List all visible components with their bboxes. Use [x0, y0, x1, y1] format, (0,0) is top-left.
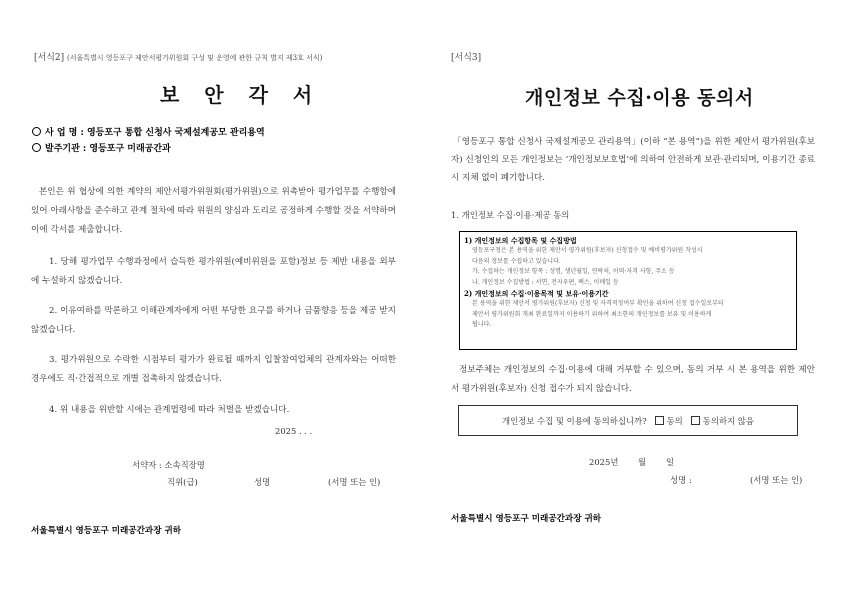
pledge-item-2: 2. 이유여하를 막론하고 이해관계자에게 어떤 부당한 요구를 하거나 금품향응 등을 제공 받지 않겠습니다. [31, 306, 396, 335]
addressee: 서울특별시 영등포구 미래공간과장 귀하 [451, 514, 602, 524]
pledge-date: 2025 . . . [275, 426, 313, 436]
signer-label: 서약자 : 소속직장명 [132, 460, 205, 470]
refusal-note: 정보주체는 개인정보의 수집·이용에 대해 거부할 수 있으며, 동의 거부 시 본 용역을 위한 제안서 평가위원(후보자) 신청 접수가 되지 않습니다. [451, 365, 815, 394]
name-label: 성명 : [670, 475, 692, 485]
name-label: 성명 [254, 477, 271, 487]
date-month: 월 [638, 457, 647, 467]
form-tag [34, 50, 322, 63]
circle-bullet-icon [32, 127, 41, 136]
agency-name: 발주기관 : 영등포구 미래공간과 [45, 144, 171, 154]
form-number: [서식3] [451, 53, 482, 63]
form-number: [서식2] [34, 53, 65, 63]
agency-line [32, 141, 171, 154]
sign-note: (서명 또는 인) [328, 477, 381, 487]
project-line [32, 125, 265, 138]
disagree-checkbox[interactable] [691, 416, 700, 425]
pledge-item-1: 1. 당해 평가업무 수행과정에서 습득한 평가위원(예비위원을 포함)정보 등 제반 내용을 외부에 누설하지 않겠습니다. [31, 257, 396, 286]
consent-question: 개인정보 수집 및 이용에 동의하십니까? [502, 415, 647, 426]
privacy-details-box [459, 231, 797, 350]
collection-items-text: 영등포구청은 본 용역을 위한 제안서 평가위원(후보자) 신청접수 및 예비평가위원 작성시 [472, 247, 703, 254]
section-heading: 1. 개인정보 수집·이용·제공 동의 [451, 210, 570, 220]
date-year: 2025년 [589, 457, 619, 467]
collection-items-heading: 1) 개인정보의 수집항목 및 수집방법 [464, 236, 577, 245]
page-title: 보 안 각 서 [160, 83, 322, 107]
sign-note: (서명 또는 인) [750, 475, 803, 485]
disagree-label: 동의하지 않음 [702, 415, 754, 426]
agree-label: 동의 [666, 415, 683, 426]
pledge-item-3: 3. 평가위원으로 수락한 시점부터 평가가 완료될 때까지 입찰참여업체의 관계자와는 어떠한 경우에도 직·간접적으로 개별 접촉하지 않겠습니다. [31, 355, 396, 384]
pledge-item-4: 4. 위 내용을 위반할 시에는 관계법령에 따라 처벌을 받겠습니다. [49, 405, 290, 415]
date-day: 일 [666, 457, 675, 467]
collection-items-text: 가. 수집하는 개인정보 항목 : 성명, 생년월일, 연락처, 이력·자격 사항, 주소 등 [472, 268, 675, 275]
collection-items-text: 다음의 정보를 수집하고 있습니다. [472, 257, 561, 265]
purpose-heading: 2) 개인정보의 수집·이용목적 및 보유·이용기간 [464, 289, 609, 298]
purpose-text: 제안서 평가위원회 개최 완료일까지 이용하기 위하여 최소한의 개인정보를 보유 및 이용하게 [472, 310, 712, 318]
intro-paragraph: 본인은 위 협상에 의한 계약의 제안서평가위원회(평가위원)으로 위촉받아 평가업무를 수행함에 있어 아래사항을 준수하고 관계 절차에 따라 위원의 양심과 도리로 공정하게 수행할 것을 서약하며 이에 각서를 제출합니다. [31, 187, 396, 235]
addressee: 서울특별시 영등포구 미래공간과장 귀하 [31, 526, 182, 536]
project-name: 사 업 명 : 영등포구 통합 신청사 국제설계공모 관리용역 [45, 128, 265, 138]
intro-paragraph: 「영등포구 통합 신청사 국제설계공모 관리용역」(이하 “본 용역”)을 위한 제안서 평가위원(후보자) 신청인의 모든 개인정보는 ‘개인정보보호법’에 의하여 안전하게 보관·관리되며, 이용기간 종료 시 지체 없이 폐기합니다. [451, 137, 815, 183]
circle-bullet-icon [32, 143, 41, 152]
privacy-consent-page [421, 0, 841, 595]
security-pledge-page [0, 0, 420, 595]
position-label: 직위(급) [167, 477, 198, 487]
page-title: 개인정보 수집·이용 동의서 [525, 87, 754, 109]
agree-checkbox[interactable] [655, 416, 664, 425]
collection-items-text: 나. 개인정보 수집방법 : 서면, 전자우편, 팩스, 이메일 등 [472, 278, 619, 286]
form-note: (서울특별시 영등포구 제안서평가위원회 구성 및 운영에 관한 규칙 별지 제3호 서식) [67, 54, 323, 62]
consent-box [458, 405, 798, 436]
purpose-text: 본 용역을 위한 제안서 평가위원(후보자) 신청 및 자격적정여부 확인을 위하여 신청 접수일로부터 [472, 300, 724, 307]
purpose-text: 됩니다. [472, 321, 492, 328]
